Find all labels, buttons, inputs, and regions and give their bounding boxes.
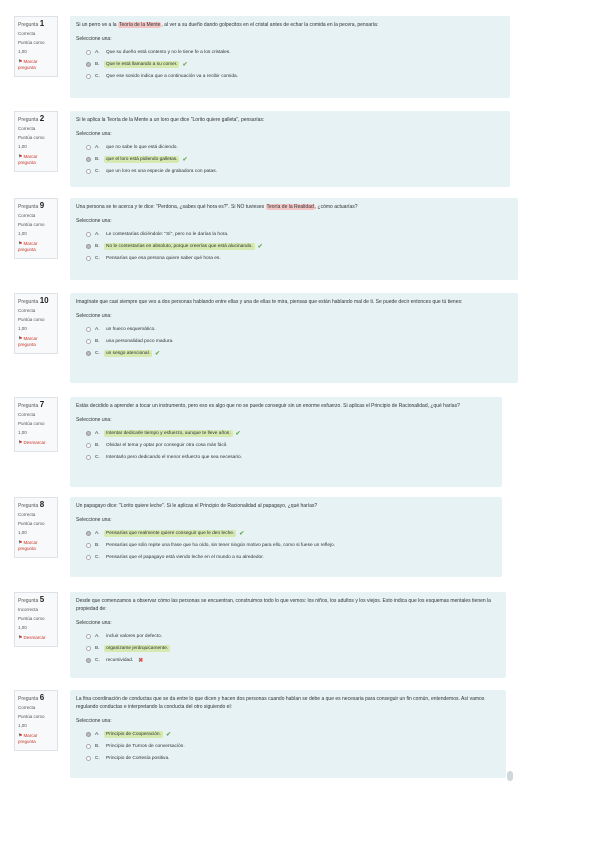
radio-button[interactable] [86, 256, 91, 261]
flag-question-button[interactable]: ⚑Marcar pregunta [18, 59, 38, 70]
radio-button[interactable] [86, 232, 91, 237]
flag-question-button[interactable]: ⚑Marcar pregunta [18, 336, 38, 347]
select-prompt: Seleccione una: [76, 218, 112, 224]
radio-button[interactable] [86, 531, 91, 536]
select-prompt: Seleccione una: [76, 517, 112, 523]
question-content [70, 111, 510, 187]
question-text: Una persona se te acerca y te dice: "Perdona, ¿sabes qué hora es?". Si NO tuvieses Teoría de la Realidad, ¿cómo actuarías? [76, 204, 358, 210]
select-prompt: Seleccione una: [76, 417, 112, 423]
question-number: Pregunta 9 [18, 201, 45, 210]
question-status: Correcta [18, 512, 36, 517]
question-text: Estás decidido a aprender a tocar un instrumento, pero eso es algo que no se puede conseguir sin un enorme esfuerzo. Si aplicas el Principio de Racionalidad, ¿qué harías? [76, 403, 460, 409]
check-icon: ✔ [155, 350, 161, 357]
flag-icon: ⚑ [18, 59, 23, 65]
question-text: Desde que comenzamos a observar cómo las personas se encuentran, construimos todo lo que vemos: los niños, los adultos y los viejos. Esto indica que los esquemas mentales tienen la propiedad de: [76, 598, 491, 612]
radio-button[interactable] [86, 339, 91, 344]
question-points: Puntúa como 1,00 [18, 317, 45, 331]
radio-button[interactable] [86, 50, 91, 55]
flag-question-button[interactable]: ⚑Marcar pregunta [18, 241, 38, 252]
answer-option[interactable]: A. Intentar dedicarle tiempo y esfuerzo, aunque te lleve años. ✔ [76, 427, 496, 439]
radio-button[interactable] [86, 732, 91, 737]
unflag-question-button[interactable]: ⚑Desmarcar [18, 440, 46, 446]
answer-option[interactable]: B. Pensarías que sólo repite una frase que ha oído, sin tener ningún motivo para ello, como si fuese un reflejo. [76, 539, 496, 551]
select-prompt: Seleccione una: [76, 718, 112, 724]
radio-button[interactable] [86, 169, 91, 174]
answer-option[interactable]: C. Pensarías que el papagayo está viendo leche en el mundo a su alrededor. [76, 551, 496, 563]
answer-option[interactable]: C. recursividad. ✖ [76, 654, 500, 666]
question-points: Puntúa como 1,00 [18, 135, 45, 149]
question-info [14, 16, 58, 77]
question-content [70, 198, 518, 280]
flag-icon: ⚑ [18, 440, 23, 446]
check-icon: ✔ [182, 61, 188, 68]
answer-option[interactable]: B. Que le está llamando a su comer. ✔ [76, 58, 504, 70]
question-number: Pregunta 7 [18, 400, 45, 409]
question-number: Pregunta 2 [18, 114, 45, 123]
question-text: La fina coordinación de conductas que se da entre lo que dicen y hacen dos personas cuando hablan se debe a que es necesaria para conseguir un fin común, entendemos. Así vamos regulando conductas e interpretando la conducta del otro siguiendo el: [76, 696, 485, 710]
question-status: Incorrecta [18, 607, 39, 612]
answer-option[interactable]: C. Que ese sonido indica que a continuación va a recibir comida. [76, 70, 504, 82]
answer-option[interactable]: C. que un loro es una especie de grabadora con patas. [76, 165, 504, 177]
question-points: Puntúa como 1,00 [18, 521, 45, 535]
answer-option[interactable]: C. un sesgo atencional. ✔ [76, 347, 512, 359]
question-status: Correcta [18, 213, 36, 218]
question-info [14, 111, 58, 172]
flag-icon: ⚑ [18, 733, 23, 739]
answer-option[interactable]: C. Intentarlo pero dedicando el menor esfuerzo que sea necesario. [76, 451, 496, 463]
scroll-handle[interactable] [507, 771, 513, 781]
radio-button[interactable] [86, 145, 91, 150]
answer-option[interactable]: B. una personalidad poco madura. [76, 335, 512, 347]
check-icon: ✔ [235, 430, 241, 437]
question-info [14, 293, 58, 354]
answer-option[interactable]: B. Olvidar el tema y optar por conseguir otra cosa más fácil. [76, 439, 496, 451]
radio-button[interactable] [86, 658, 91, 663]
question-status: Correcta [18, 308, 36, 313]
answer-option[interactable]: A. Que su dueño está contento y no le tiene fe a los cristales. [76, 46, 504, 58]
question-number: Pregunta 10 [18, 296, 49, 305]
question-info [14, 497, 58, 558]
radio-button[interactable] [86, 351, 91, 356]
answer-option[interactable]: B. Principio de Turnos de conversación. [76, 740, 500, 752]
question-content [70, 397, 502, 487]
radio-button[interactable] [86, 327, 91, 332]
question-info [14, 397, 58, 452]
question-points: Puntúa como 1,00 [18, 421, 45, 435]
answer-option[interactable]: A. incluir valores por defecto. [76, 630, 500, 642]
radio-button[interactable] [86, 157, 91, 162]
answer-option[interactable]: B. organizarse jerárquicamente. [76, 642, 500, 654]
radio-button[interactable] [86, 543, 91, 548]
answer-option[interactable]: A. Pensarías que realmente quiere conseguir que le den leche. ✔ [76, 527, 496, 539]
radio-button[interactable] [86, 443, 91, 448]
question-text: Un papagayo dice: "Lorito quiere leche". Si le aplicas el Principio de Racionalidad al papagayo, ¿qué harías? [76, 503, 318, 509]
question-text: Imagínate que casi siempre que ves a dos personas hablando entre ellas y una de ellas te mira, piensas que están hablando mal de ti. Se puede decir entonces que tú tienes: [76, 299, 463, 305]
question-content [70, 690, 506, 778]
flag-icon: ⚑ [18, 540, 23, 546]
answer-option[interactable]: B. que el loro está pidiendo galletas. ✔ [76, 153, 504, 165]
select-prompt: Seleccione una: [76, 131, 112, 137]
question-info [14, 198, 58, 259]
radio-button[interactable] [86, 555, 91, 560]
select-prompt: Seleccione una: [76, 36, 112, 42]
radio-button[interactable] [86, 634, 91, 639]
select-prompt: Seleccione una: [76, 313, 112, 319]
check-icon: ✔ [165, 731, 171, 738]
question-status: Correcta [18, 705, 36, 710]
answer-option[interactable]: A. que no sabe lo que está diciendo. [76, 141, 504, 153]
question-text: Si un perro ve a la Teoría de la Mente, al ver a su dueño dando golpecitos en el cristal antes de echar la comida en la pecera, pensaría: [76, 22, 379, 28]
question-info [14, 690, 58, 751]
check-icon: ✔ [239, 530, 245, 537]
radio-button[interactable] [86, 744, 91, 749]
answer-option[interactable]: C. Principio de Cortesía positiva. [76, 752, 500, 764]
check-icon: ✔ [257, 243, 263, 250]
flag-icon: ⚑ [18, 336, 23, 342]
answer-option[interactable]: A. un hueco esquemático. [76, 323, 512, 335]
question-points: Puntúa como 1,00 [18, 222, 45, 236]
question-number: Pregunta 8 [18, 500, 45, 509]
question-status: Correcta [18, 31, 36, 36]
question-info [14, 592, 58, 647]
question-number: Pregunta 5 [18, 595, 45, 604]
question-text: Si le aplica la Teoría de la Mente a un loro que dice "Lorito quiere galleta", pensarías: [76, 117, 265, 123]
question-content [70, 293, 518, 383]
question-content [70, 497, 502, 577]
question-content [70, 592, 506, 678]
flag-icon: ⚑ [18, 635, 23, 641]
flag-question-button[interactable]: ⚑Marcar pregunta [18, 733, 38, 744]
flag-question-button[interactable]: ⚑Marcar pregunta [18, 540, 38, 551]
cross-icon: ✖ [138, 657, 144, 664]
radio-button[interactable] [86, 756, 91, 761]
check-icon: ✔ [182, 156, 188, 163]
radio-button[interactable] [86, 455, 91, 460]
flag-icon: ⚑ [18, 241, 23, 247]
flag-question-button[interactable]: ⚑Marcar pregunta [18, 154, 38, 165]
answer-option[interactable]: C. Pensarías que esa persona quiere saber qué hora es. [76, 252, 512, 264]
unflag-question-button[interactable]: ⚑Desmarcar [18, 635, 46, 641]
radio-button[interactable] [86, 431, 91, 436]
select-prompt: Seleccione una: [76, 620, 112, 626]
question-status: Correcta [18, 412, 36, 417]
radio-button[interactable] [86, 62, 91, 67]
question-number: Pregunta 1 [18, 19, 45, 28]
flag-icon: ⚑ [18, 154, 23, 160]
question-points: Puntúa como 1,00 [18, 616, 45, 630]
question-number: Pregunta 6 [18, 693, 45, 702]
question-status: Correcta [18, 126, 36, 131]
question-points: Puntúa como 1,00 [18, 40, 45, 54]
answer-option[interactable]: A. Le contestarías diciéndole: "Sí", pero no le darías la hora. [76, 228, 512, 240]
radio-button[interactable] [86, 74, 91, 79]
radio-button[interactable] [86, 244, 91, 249]
answer-option[interactable]: B. No le contestarías en absoluto, porque creerías que está alucinando. ✔ [76, 240, 512, 252]
radio-button[interactable] [86, 646, 91, 651]
question-points: Puntúa como 1,00 [18, 714, 45, 728]
answer-option[interactable]: A. Principio de Cooperación. ✔ [76, 728, 500, 740]
question-content [70, 16, 510, 98]
